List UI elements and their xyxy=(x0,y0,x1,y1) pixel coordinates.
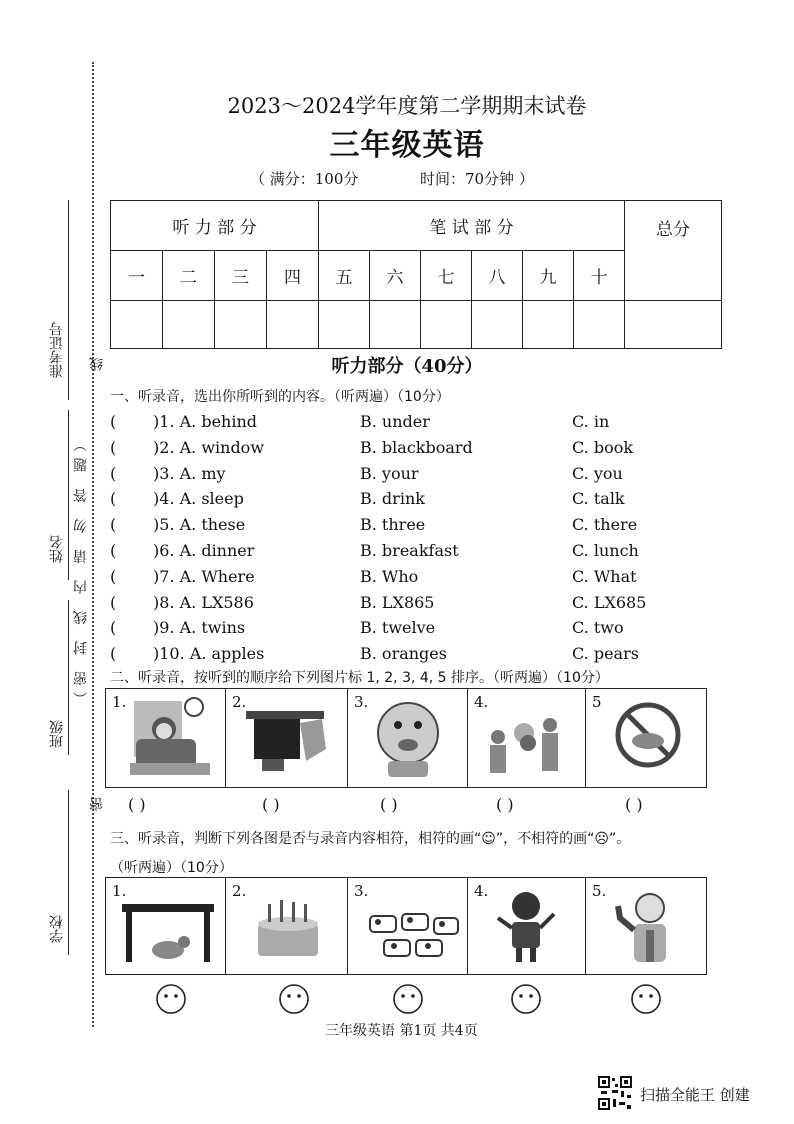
col-1: 一 xyxy=(111,251,163,301)
listening-header: 听 力 部 分 xyxy=(111,201,319,251)
picture-number: 5. xyxy=(592,882,607,900)
picture-number: 2. xyxy=(232,693,247,711)
option-a: )10. A. apples xyxy=(153,644,265,664)
answer-blank[interactable]: ( ) xyxy=(625,795,643,814)
answer-paren[interactable]: ( xyxy=(110,618,117,638)
smiley-face-icon[interactable] xyxy=(278,983,308,1013)
score-cell[interactable] xyxy=(163,301,215,349)
picture-cell xyxy=(348,689,468,787)
total-score-cell[interactable] xyxy=(625,301,722,349)
smiley-face-icon[interactable] xyxy=(155,983,185,1013)
seal-notice: （密 封 线 内 请 勿 答 题） xyxy=(73,432,89,706)
answer-paren[interactable]: ( xyxy=(110,437,117,457)
smiley-face-icon[interactable] xyxy=(510,983,540,1013)
picture-number: 1. xyxy=(112,693,127,711)
listening-section-heading: 听力部分（40分） xyxy=(331,356,483,377)
option-a: )5. A. these xyxy=(153,515,246,535)
option-b: B. under xyxy=(360,412,430,431)
binding-dotted-line xyxy=(92,62,94,1027)
col-8: 八 xyxy=(472,251,523,301)
picture-number: 1. xyxy=(112,882,127,900)
option-b: B. blackboard xyxy=(360,437,473,457)
question-row xyxy=(110,593,710,617)
robot-picture xyxy=(468,878,584,973)
option-c: C. book xyxy=(572,437,634,457)
qr-code-icon xyxy=(597,1075,633,1111)
picture-cell xyxy=(586,689,706,787)
full-score: （ 满分：100分 xyxy=(250,170,359,188)
part2-instruction: 二、听录音，按听到的顺序给下列图片标 1, 2, 3, 4, 5 排序。（听两遍）（10分） xyxy=(110,670,609,686)
picture-number: 4. xyxy=(474,693,489,711)
part3-instruction-continued: （听两遍）（10分） xyxy=(110,860,233,876)
col-2: 二 xyxy=(163,251,215,301)
option-c: C. LX685 xyxy=(572,592,647,612)
answer-paren[interactable]: ( xyxy=(110,515,117,535)
question-row xyxy=(110,567,710,591)
birthday-cake-picture xyxy=(226,878,346,973)
picture-number: 5 xyxy=(592,693,602,711)
option-c: C. lunch xyxy=(572,541,639,560)
picture-number: 4. xyxy=(474,882,489,900)
option-b: B. LX865 xyxy=(360,592,435,612)
question-row xyxy=(110,412,710,436)
option-c: C. What xyxy=(572,566,637,586)
line-label: 线 xyxy=(89,357,105,371)
answer-paren[interactable]: ( xyxy=(110,566,117,586)
name-label: 姓名 xyxy=(49,535,65,563)
part2-picture-row xyxy=(105,688,707,788)
picture-cell xyxy=(348,878,468,974)
picture-cell xyxy=(226,878,348,974)
picture-cell xyxy=(468,878,586,974)
baby-eating-picture xyxy=(348,689,466,784)
writing-header: 笔 试 部 分 xyxy=(319,201,625,251)
col-4: 四 xyxy=(267,251,319,301)
question-row xyxy=(110,438,710,462)
col-6: 六 xyxy=(370,251,421,301)
option-a: )4. A. sleep xyxy=(153,489,244,509)
option-a: )3. A. my xyxy=(153,463,226,483)
answer-paren[interactable]: ( xyxy=(110,541,117,560)
option-b: B. Who xyxy=(360,566,419,586)
exam-year-title: 2023～2024学年度第二学期期末试卷 xyxy=(227,94,587,118)
picture-cell xyxy=(586,878,706,974)
picture-number: 3. xyxy=(354,882,369,900)
option-b: B. your xyxy=(360,463,419,483)
score-cell[interactable] xyxy=(215,301,267,349)
option-a: )7. A. Where xyxy=(153,566,255,586)
picture-cell xyxy=(468,689,586,787)
score-cell[interactable] xyxy=(574,301,625,349)
col-7: 七 xyxy=(421,251,472,301)
smiley-face-icon[interactable] xyxy=(392,983,422,1013)
option-b: B. twelve xyxy=(360,618,436,638)
score-time-info xyxy=(250,168,540,189)
answer-blank[interactable]: ( ) xyxy=(128,795,146,814)
score-cell[interactable] xyxy=(319,301,370,349)
option-b: B. breakfast xyxy=(360,541,459,560)
picture-cell xyxy=(106,689,226,787)
part3-instruction: 三、听录音，判断下列各图是否与录音内容相符，相符的画“☺”，不相符的画“☹”。 xyxy=(110,831,631,847)
school-label: 学校 xyxy=(49,915,65,943)
answer-paren[interactable]: ( xyxy=(110,592,117,612)
answer-blank[interactable]: ( ) xyxy=(380,795,398,814)
col-3: 三 xyxy=(215,251,267,301)
answer-paren[interactable]: ( xyxy=(110,463,117,483)
seal-label: 密 xyxy=(89,797,105,811)
part3-picture-row xyxy=(105,877,707,975)
col-5: 五 xyxy=(319,251,370,301)
name-blank xyxy=(68,410,69,580)
option-a: )1. A. behind xyxy=(153,412,257,431)
option-a: )6. A. dinner xyxy=(153,541,255,560)
question-row xyxy=(110,515,710,539)
score-cell[interactable] xyxy=(111,301,163,349)
picture-number: 2. xyxy=(232,882,247,900)
answer-paren[interactable]: ( xyxy=(110,644,117,664)
question-row xyxy=(110,644,710,668)
page-footer: 三年级英语 第1页 共4页 xyxy=(325,1023,478,1039)
no-food-sign-picture xyxy=(586,689,704,784)
score-cell[interactable] xyxy=(267,301,319,349)
option-a: )8. A. LX586 xyxy=(153,592,254,612)
question-row xyxy=(110,541,710,565)
smiley-face-icon[interactable] xyxy=(630,983,660,1013)
question-row xyxy=(110,618,710,642)
option-c: C. in xyxy=(572,412,610,431)
option-c: C. two xyxy=(572,618,624,638)
option-a: )2. A. window xyxy=(153,437,265,457)
total-header: 总分 xyxy=(625,201,722,301)
school-blank xyxy=(68,790,69,955)
question-row xyxy=(110,489,710,513)
exam-subject-title: 三年级英语 xyxy=(329,128,485,163)
option-c: C. talk xyxy=(572,489,625,509)
class-label: 班级 xyxy=(49,720,65,748)
score-cell[interactable] xyxy=(523,301,574,349)
score-cell[interactable] xyxy=(421,301,472,349)
class-blank xyxy=(68,600,69,755)
question-row xyxy=(110,464,710,488)
col-10: 十 xyxy=(574,251,625,301)
cat-under-table-picture xyxy=(106,878,224,973)
people-with-flowers-picture xyxy=(468,689,584,784)
picture-cell xyxy=(226,689,348,787)
answer-blank[interactable]: ( ) xyxy=(496,795,514,814)
option-c: C. you xyxy=(572,463,623,483)
answer-paren[interactable]: ( xyxy=(110,412,117,431)
score-table xyxy=(110,200,722,349)
picture-number: 3. xyxy=(354,693,369,711)
option-a: )9. A. twins xyxy=(153,618,246,638)
option-b: B. three xyxy=(360,515,426,535)
time-limit: 时间：70分钟 ） xyxy=(419,170,534,188)
exam-id-label: 准考证号 xyxy=(49,322,65,378)
picture-cell xyxy=(106,878,226,974)
answer-paren[interactable]: ( xyxy=(110,489,117,509)
score-cell[interactable] xyxy=(472,301,523,349)
part1-instruction: 一、听录音，选出你所听到的内容。（听两遍）（10分） xyxy=(110,389,450,405)
score-cell[interactable] xyxy=(370,301,421,349)
scanner-watermark: 扫描全能王 创建 xyxy=(640,1086,750,1104)
strong-man-picture xyxy=(586,878,704,973)
col-9: 九 xyxy=(523,251,574,301)
cows-picture xyxy=(348,878,466,973)
answer-blank[interactable]: ( ) xyxy=(262,795,280,814)
option-c: C. there xyxy=(572,515,638,535)
tv-picture xyxy=(226,689,346,784)
option-b: B. oranges xyxy=(360,644,447,664)
option-c: C. pears xyxy=(572,644,639,664)
option-b: B. drink xyxy=(360,489,425,509)
girl-sleeping-in-bed-picture xyxy=(106,689,224,784)
